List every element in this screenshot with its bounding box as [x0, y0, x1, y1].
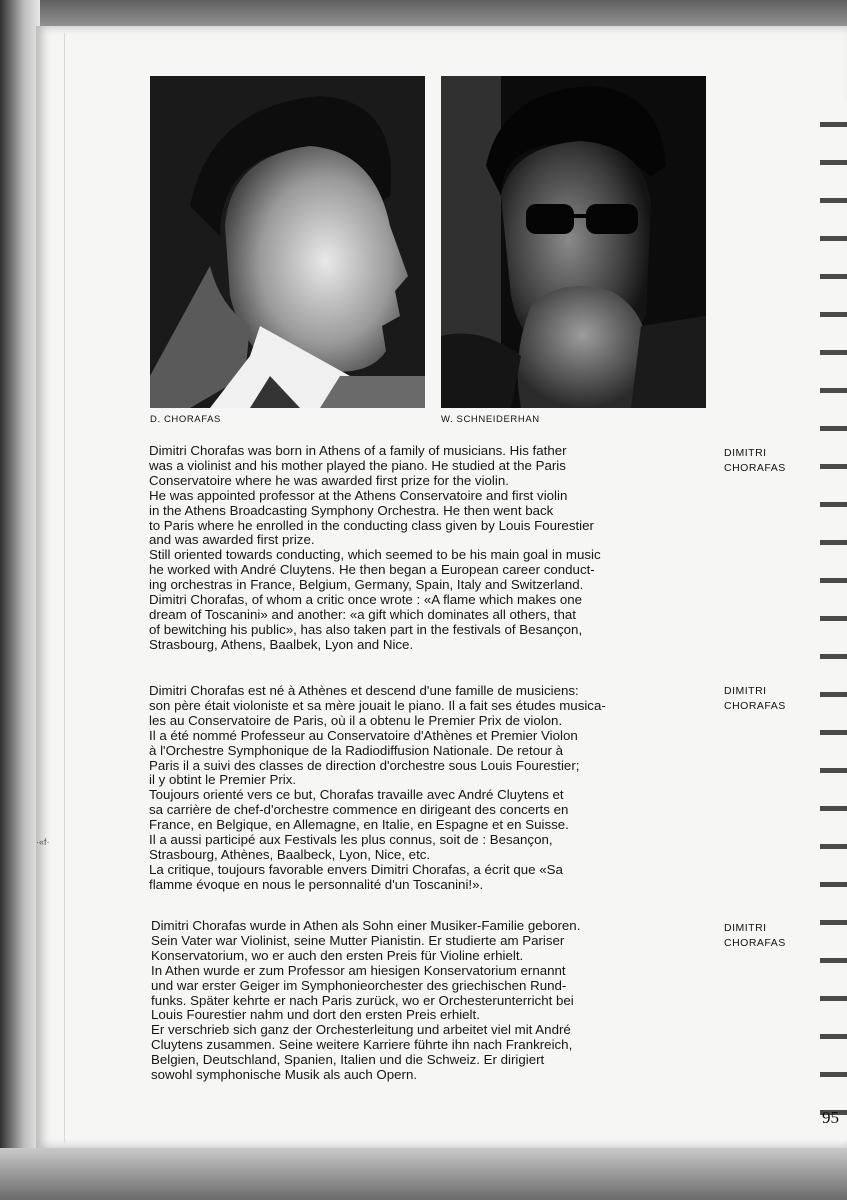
bio-german-paragraph: [151, 919, 711, 1083]
text-line: Louis Fourestier nahm und dort den ersten Preis erhielt.: [151, 1007, 480, 1023]
text-line: son père était violoniste et sa mère jouait le piano. Il a fait ses études musica-: [149, 697, 606, 713]
portrait-photo-chorafas: [150, 76, 425, 408]
text-line: sowohl symphonische Musik als auch Opern.: [151, 1067, 418, 1083]
photo-caption-chorafas: D. CHORAFAS: [150, 414, 221, 425]
text-line: les au Conservatoire de Paris, où il a obtenu le Premier Prix de violon.: [149, 712, 563, 728]
text-line: was a violinist and his mother played the piano. He studied at the Paris: [149, 457, 566, 473]
text-line: flamme évoque en nous le personnalité d'un Toscanini!».: [149, 876, 484, 892]
text-line: and was awarded first prize.: [149, 532, 315, 548]
text-line: of bewitching his public», has also taken part in the festivals of Besançon,: [149, 621, 583, 637]
text-line: Paris il a suivi des classes de direction d'orchestre sous Louis Fourestier;: [149, 757, 580, 773]
text-line: Strasbourg, Athènes, Baalbeck, Lyon, Nice, etc.: [149, 846, 431, 862]
text-line: à l'Orchestre Symphonique de la Radiodiffusion Nationale. De retour à: [149, 742, 563, 758]
label-line: CHORAFAS: [724, 462, 786, 474]
text-line: Il a été nommé Professeur au Conservatoire d'Athènes et Premier Violon: [149, 727, 578, 743]
page-number: 95: [822, 1108, 839, 1127]
text-line: to Paris where he enrolled in the conducting class given by Louis Fourestier: [149, 517, 594, 533]
text-line: Il a aussi participé aux Festivals les plus connus, soit de : Besançon,: [149, 832, 553, 848]
text-line: La critique, toujours favorable envers Dimitri Chorafas, a écrit que «Sa: [149, 861, 563, 877]
text-line: Still oriented towards conducting, which seemed to be his main goal in music: [149, 547, 601, 563]
text-line: funks. Später kehrte er nach Paris zurück, wo er Orchesterunterricht bei: [151, 992, 574, 1008]
label-line: DIMITRI: [724, 922, 767, 934]
label-line: DIMITRI: [724, 685, 767, 697]
text-line: Belgien, Deutschland, Spanien, Italien und die Schweiz. Er dirigiert: [151, 1052, 545, 1068]
text-line: Toujours orienté vers ce but, Chorafas travaille avec André Cluytens et: [149, 787, 564, 803]
text-line: Sein Vater war Violinist, seine Mutter Pianistin. Er studierte am Pariser: [151, 932, 565, 948]
section-label-english: [724, 446, 786, 476]
text-line: Conservatoire where he was awarded first prize for the violin.: [149, 472, 509, 488]
label-line: CHORAFAS: [724, 700, 786, 712]
label-line: DIMITRI: [724, 447, 767, 459]
text-line: und war erster Geiger im Symphonieorchester des griechischen Rund-: [151, 977, 567, 993]
text-line: il y obtint le Premier Prix.: [149, 772, 297, 788]
photo-caption-schneiderhan: W. SCHNEIDERHAN: [441, 414, 540, 425]
text-line: He was appointed professor at the Athens Conservatoire and first violin: [149, 487, 568, 503]
section-label-french: [724, 684, 786, 714]
portrait-photo-schneiderhan: [441, 76, 706, 408]
stray-scan-mark: ·«f·: [36, 837, 50, 847]
text-line: ing orchestras in France, Belgium, Germany, Spain, Italy and Switzerland.: [149, 577, 584, 593]
text-line: Dimitri Chorafas, of whom a critic once wrote : «A flame which makes one: [149, 592, 583, 608]
spiral-binding: [820, 100, 847, 1140]
text-line: In Athen wurde er zum Professor am hiesigen Konservatorium ernannt: [151, 962, 566, 978]
text-line: Er verschrieb sich ganz der Orchesterleitung und arbeitet viel mit André: [151, 1022, 571, 1038]
text-line: France, en Belgique, en Allemagne, en Italie, en Espagne et en Suisse.: [149, 817, 569, 833]
section-label-german: [724, 921, 786, 951]
text-line: Cluytens zusammen. Seine weitere Karriere führte ihn nach Frankreich,: [151, 1037, 573, 1053]
text-line: Konservatorium, wo er auch den ersten Preis für Violine erhielt.: [151, 947, 524, 963]
text-line: sa carrière de chef-d'orchestre commence en dirigeant des concerts en: [149, 802, 569, 818]
text-line: Dimitri Chorafas est né à Athènes et descend d'une famille de musiciens:: [149, 683, 579, 698]
text-line: he worked with André Cluytens. He then began a European career conduct-: [149, 562, 595, 578]
text-line: Strasbourg, Athens, Baalbek, Lyon and Nice.: [149, 636, 414, 652]
scan-left-shadow: [0, 0, 40, 1200]
text-line: Dimitri Chorafas wurde in Athen als Sohn einer Musiker-Familie geboren.: [151, 918, 581, 933]
bio-english-paragraph: [149, 444, 707, 653]
text-line: Dimitri Chorafas was born in Athens of a family of musicians. His father: [149, 443, 567, 458]
text-line: in the Athens Broadcasting Symphony Orchestra. He then went back: [149, 502, 554, 518]
label-line: CHORAFAS: [724, 937, 786, 949]
bio-french-paragraph: [149, 684, 710, 893]
text-line: dream of Toscanini» and another: «a gift which dominates all others, that: [149, 606, 576, 622]
scan-bottom-edge: [0, 1148, 847, 1200]
